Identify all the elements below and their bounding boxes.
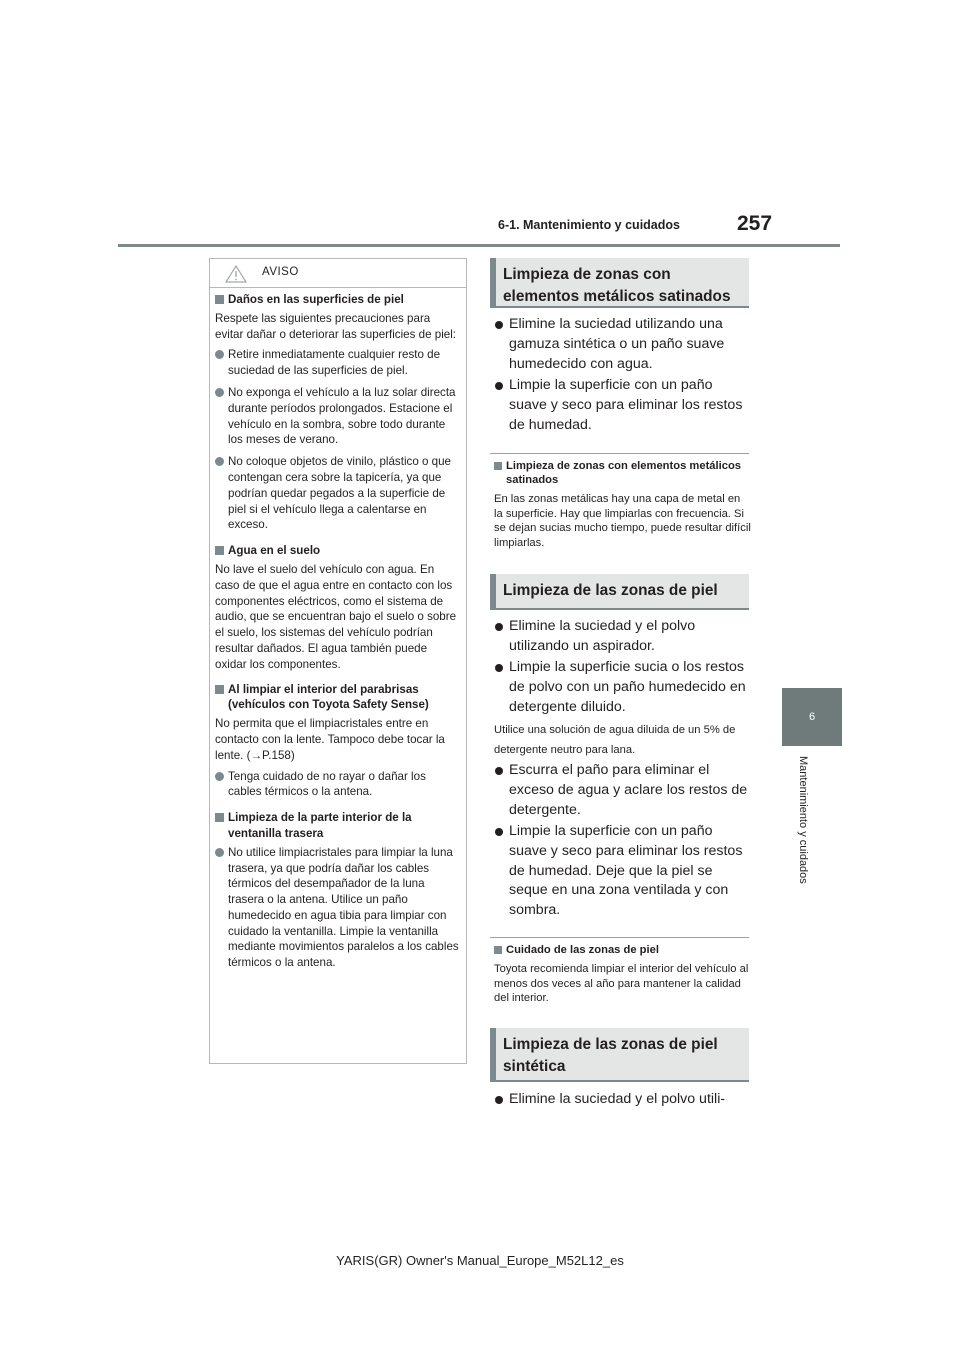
bullet-leather-2: Limpie la superficie sucia o los restos de polvo con un paño humedecido en detergente diluido.: [494, 658, 752, 717]
square-bullet: [494, 462, 502, 470]
warning-paragraph: No permita que el limpiacristales entre en contacto con la lente. Tampoco debe tocar la lente. (→P.158): [215, 717, 445, 762]
warning-bullet: Retire inmediatamente cualquier resto de suciedad de las superficies de piel.: [215, 347, 460, 379]
footer-text: YARIS(GR) Owner's Manual_Europe_M52L12_es: [336, 1253, 624, 1268]
divider: [490, 453, 749, 454]
bullet-dot: [495, 767, 503, 775]
warning-header: [210, 259, 466, 288]
warning-subheading: Al limpiar el interior del parabrisas (vehículos con Toyota Safety Sense): [215, 682, 460, 714]
warning-body: [210, 288, 466, 971]
warning-paragraph: Respete las siguientes precauciones para evitar dañar o deteriorar las superficies de piel:: [215, 311, 457, 341]
bullet-dot: [495, 1096, 503, 1104]
bullet-dot: [215, 388, 224, 397]
section-heading-synthetic: Limpieza de las zonas de piel sintética: [490, 1028, 749, 1082]
divider: [490, 937, 749, 938]
warning-box: [209, 258, 467, 1064]
bullet-dot: [215, 457, 224, 466]
bullet-dot: [215, 772, 224, 781]
subheading-leather-care: Cuidado de las zonas de piel: [494, 943, 752, 957]
warning-subheading: Agua en el suelo: [215, 543, 460, 559]
warning-subheading: Daños en las superficies de piel: [215, 292, 460, 308]
warning-bullet: No coloque objetos de vinilo, plástico o que contengan cera sobre la tapicería, ya que podrían quedar pegados a la superficie de piel si el vehículo llega a calentarse en exceso.: [215, 454, 460, 533]
warning-title: AVISO: [262, 266, 299, 278]
chapter-number: 6: [808, 711, 816, 723]
bullet-dot: [495, 828, 503, 836]
warning-bullet: No utilice limpiacristales para limpiar la luna trasera, ya que podría dañar los cables térmicos del desempañador de la luna trasera o la antena. Utilice un paño humedecido en agua tibia para limpiar con cuidado la ventanilla. Limpie la ventanilla mediante movimientos paralelos a los cables térmicos o la antena.: [215, 845, 460, 971]
warning-bullet: Tenga cuidado de no rayar o dañar los cables térmicos o la antena.: [215, 769, 460, 801]
square-bullet: [215, 295, 224, 304]
bullet-dot: [215, 848, 224, 857]
bullet-leather-4: Limpie la superficie con un paño suave y seco para eliminar los restos de humedad. Deje que la piel se seque en una zona ventilada y con sombra.: [494, 822, 752, 921]
subheading-metal: Limpieza de zonas con elementos metálicos satinados: [494, 459, 752, 487]
bullet-dot: [495, 382, 503, 390]
bullet-metal-1: Elimine la suciedad utilizando una gamuza sintética o un paño suave humedecido con agua.: [494, 315, 752, 374]
page-number: 257: [737, 212, 773, 235]
square-bullet: [215, 813, 224, 822]
warning-subheading: Limpieza de la parte interior de la ventanilla trasera: [215, 810, 460, 842]
bullet-metal-2: Limpie la superficie con un paño suave y seco para eliminar los restos de humedad.: [494, 376, 752, 435]
bullet-dot: [215, 350, 224, 359]
header-divider: [118, 244, 840, 247]
section-title: 6-1. Mantenimiento y cuidados: [498, 218, 680, 232]
section-heading-metal: Limpieza de zonas con elementos metálicos satinados: [490, 258, 749, 308]
bullet-dot: [495, 321, 503, 329]
bullet-dot: [495, 623, 503, 631]
warning-bullet: No exponga el vehículo a la luz solar directa durante períodos prolongados. Estacione el vehículo en la sombra, sobre todo durante los meses de verano.: [215, 385, 460, 448]
bullet-synthetic-1: Elimine la suciedad y el polvo utili-: [494, 1090, 752, 1110]
paragraph-leather-care: Toyota recomienda limpiar el interior del vehículo al menos dos veces al año para mantener la calidad del interior.: [494, 963, 749, 1004]
section-heading-leather: Limpieza de las zonas de piel: [490, 574, 749, 610]
square-bullet: [494, 946, 502, 954]
square-bullet: [215, 546, 224, 555]
chapter-tab[interactable]: [782, 688, 842, 746]
warning-paragraph: No lave el suelo del vehículo con agua. En caso de que el agua entre en contacto con los componentes eléctricos, como el sistema de audio, que se encuentran bajo el suelo o sobre el suelo, los sistemas del vehículo podrían resultar dañados. El agua también puede oxidar los componentes.: [215, 562, 457, 671]
paragraph-metal: En las zonas metálicas hay una capa de metal en la superficie. Hay que limpiarlas con frecuencia. Si se dejan sucias mucho tiempo, puede resultar difícil limpiarlas.: [494, 493, 751, 549]
bullet-leather-1: Elimine la suciedad y el polvo utilizando un aspirador.: [494, 617, 752, 657]
bullet-dot: [495, 664, 503, 672]
chapter-label: Mantenimiento y cuidados: [797, 756, 809, 884]
square-bullet: [215, 685, 224, 694]
bullet-leather-3: Escurra el paño para eliminar el exceso de agua y aclare los restos de detergente.: [494, 761, 752, 820]
note-detergent: Utilice una solución de agua diluida de un 5% de detergente neutro para lana.: [494, 724, 736, 756]
warning-triangle-icon: [225, 265, 247, 283]
